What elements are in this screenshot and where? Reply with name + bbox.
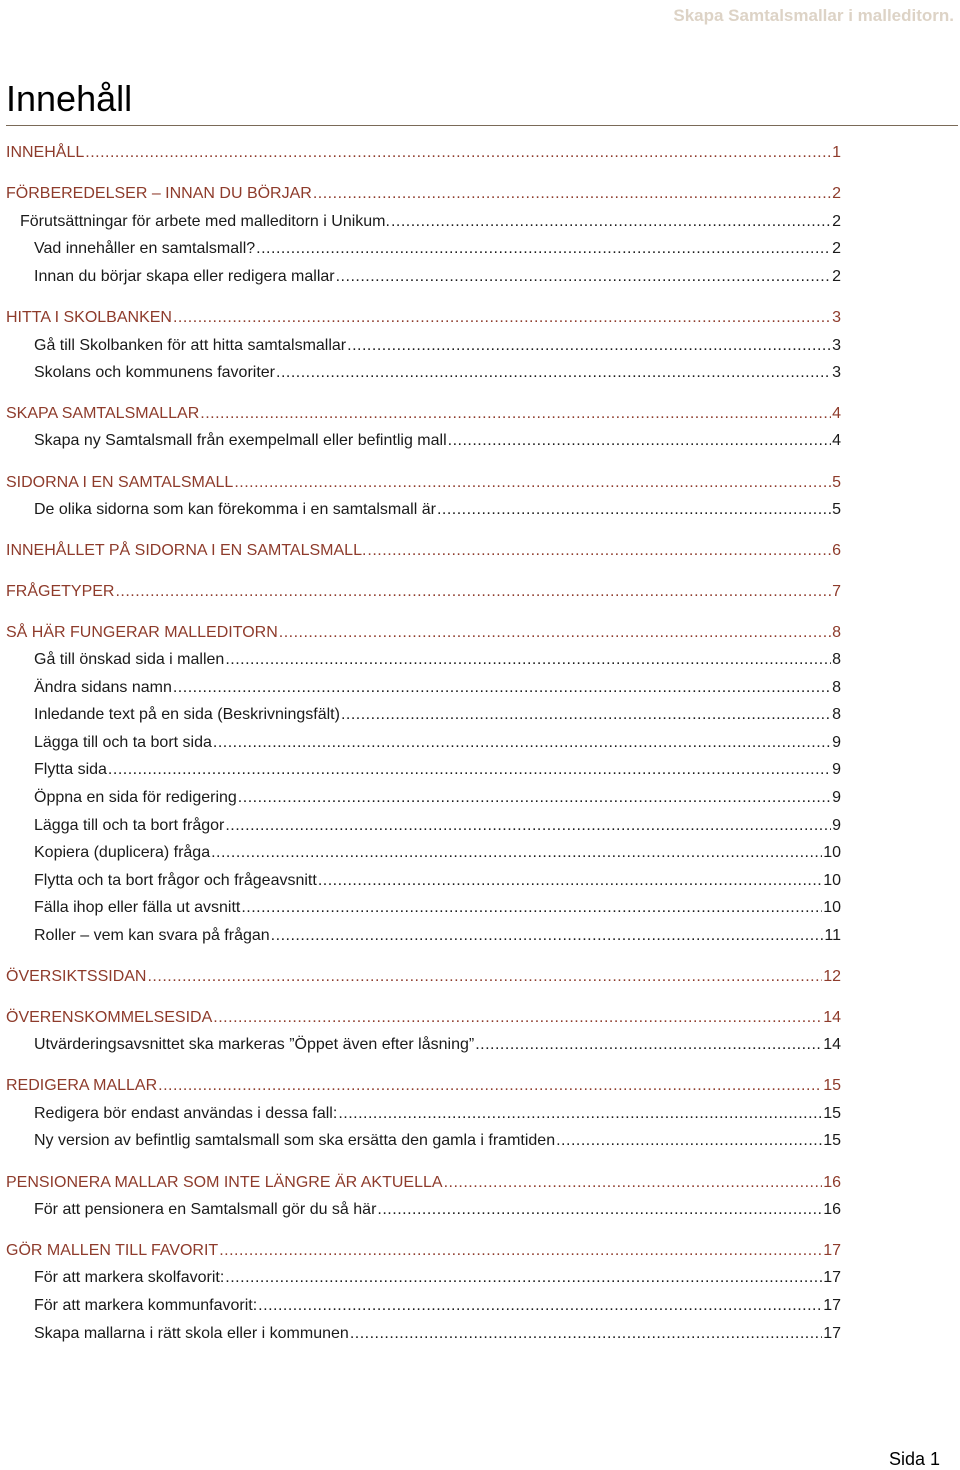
toc-entry-title: Flytta sida: [34, 761, 107, 778]
toc-dot-leader: [173, 679, 831, 697]
toc-entry-title: Roller – vem kan svara på frågan: [34, 927, 270, 944]
toc-entry-title: Kopiera (duplicera) fråga: [34, 844, 211, 861]
toc-entry-page: 3: [832, 364, 841, 381]
toc-entry-page: 10: [823, 899, 841, 916]
toc-entry-title: Flytta och ta bort frågor och frågeavsnitt: [34, 872, 317, 889]
running-header-title: Skapa Samtalsmallar i malleditorn.: [673, 6, 954, 25]
toc-entry-page: 2: [832, 240, 841, 257]
toc-entry[interactable]: [6, 968, 841, 986]
toc-dot-leader: [556, 1132, 822, 1150]
toc-entry-title: För att markera skolfavorit:: [34, 1269, 225, 1286]
toc-dot-leader: [318, 872, 822, 890]
page-title: Innehåll: [6, 78, 133, 119]
toc-entry-page: 9: [832, 734, 841, 751]
toc-entry-page: 9: [832, 817, 841, 834]
toc-entry[interactable]: [6, 1174, 841, 1192]
toc-entry-title: Innan du börjar skapa eller redigera mallar: [34, 268, 335, 285]
toc-dot-leader: [276, 364, 831, 382]
toc-entry-page: 4: [832, 405, 841, 422]
toc-dot-leader: [225, 817, 831, 835]
toc-entry-page: 10: [823, 844, 841, 861]
toc-entry-page: 9: [832, 789, 841, 806]
toc-entry-page: 5: [832, 474, 841, 491]
toc-entry[interactable]: [6, 144, 841, 162]
toc-entry-title: SIDORNA I EN SAMTALSMALL: [6, 474, 234, 491]
toc-dot-leader: [279, 624, 831, 642]
toc-entry[interactable]: [34, 1297, 841, 1315]
toc-entry[interactable]: [34, 1201, 841, 1219]
toc-entry-title: FRÅGETYPER: [6, 583, 115, 600]
toc-entry-page: 6: [832, 542, 841, 559]
toc-entry-title: Utvärderingsavsnittet ska markeras ”Öppet även efter låsning”: [34, 1036, 475, 1053]
toc-dot-leader: [238, 789, 831, 807]
toc-entry-title: Skolans och kommunens favoriter: [34, 364, 275, 381]
toc-entry-title: Gå till önskad sida i mallen: [34, 651, 225, 668]
toc-entry[interactable]: [6, 474, 841, 492]
toc-entry-title: Fälla ihop eller fälla ut avsnitt: [34, 899, 241, 916]
toc-entry[interactable]: [34, 927, 841, 945]
toc-entry-title: Lägga till och ta bort sida: [34, 734, 212, 751]
toc-entry[interactable]: [34, 789, 841, 807]
toc-dot-leader: [377, 1201, 822, 1219]
toc-entry[interactable]: [20, 213, 841, 231]
toc-entry-title: För att pensionera en Samtalsmall gör du så här: [34, 1201, 377, 1218]
toc-dot-leader: [225, 1269, 822, 1287]
toc-entry-page: 3: [832, 337, 841, 354]
toc-entry-page: 16: [823, 1174, 841, 1191]
toc-dot-leader: [147, 968, 822, 986]
toc-dot-leader: [108, 761, 831, 779]
toc-dot-leader: [350, 1325, 822, 1343]
toc-entry[interactable]: [34, 240, 841, 258]
toc-entry[interactable]: [6, 1009, 841, 1027]
toc-entry-page: 8: [832, 624, 841, 641]
toc-entry[interactable]: [34, 817, 841, 835]
toc-entry-page: 17: [823, 1242, 841, 1259]
toc-entry[interactable]: [34, 706, 841, 724]
toc-dot-leader: [437, 501, 831, 519]
toc-entry[interactable]: [34, 899, 841, 917]
toc-dot-leader: [258, 1297, 822, 1315]
toc-entry-title: GÖR MALLEN TILL FAVORIT: [6, 1242, 219, 1259]
toc-entry[interactable]: [34, 364, 841, 382]
toc-entry-title: Inledande text på en sida (Beskrivningsfält): [34, 706, 340, 723]
toc-entry-title: Ändra sidans namn: [34, 679, 172, 696]
toc-entry[interactable]: [34, 844, 841, 862]
toc-entry-title: För att markera kommunfavorit:: [34, 1297, 258, 1314]
toc-entry-title: ÖVERENSKOMMELSESIDA: [6, 1009, 213, 1026]
toc-dot-leader: [219, 1242, 822, 1260]
page-number-footer: Sida 1: [888, 1449, 940, 1469]
toc-entry[interactable]: [34, 872, 841, 890]
toc-entry-title: Ny version av befintlig samtalsmall som ska ersätta den gamla i framtiden: [34, 1132, 556, 1149]
toc-entry[interactable]: [34, 501, 841, 519]
toc-dot-leader: [336, 268, 831, 286]
toc-entry-title: De olika sidorna som kan förekomma i en samtalsmall är: [34, 501, 436, 518]
toc-entry-page: 10: [823, 872, 841, 889]
toc-entry[interactable]: [6, 1242, 841, 1260]
toc-entry[interactable]: [6, 1077, 841, 1095]
toc-entry-page: 17: [823, 1297, 841, 1314]
toc-entry[interactable]: [6, 542, 841, 560]
toc-entry[interactable]: [6, 624, 841, 642]
toc-entry-page: 7: [832, 583, 841, 600]
toc-entry-page: 8: [832, 679, 841, 696]
toc-entry-page: 9: [832, 761, 841, 778]
toc-entry-page: 15: [823, 1077, 841, 1094]
toc-dot-leader: [338, 1105, 822, 1123]
toc-entry-page: 1: [832, 144, 841, 161]
toc-entry-title: REDIGERA MALLAR: [6, 1077, 158, 1094]
toc-entry[interactable]: [34, 679, 841, 697]
toc-entry-page: 8: [832, 706, 841, 723]
toc-dot-leader: [391, 213, 831, 231]
toc-entry-page: 2: [832, 185, 841, 202]
toc-entry[interactable]: [6, 583, 841, 601]
toc-entry-page: 15: [823, 1105, 841, 1122]
toc-entry[interactable]: [34, 651, 841, 669]
toc-entry-page: 17: [823, 1269, 841, 1286]
toc-dot-leader: [158, 1077, 822, 1095]
toc-entry[interactable]: [34, 1325, 841, 1343]
toc-entry-page: 12: [823, 968, 841, 985]
toc-entry-title: Vad innehåller en samtalsmall?: [34, 240, 256, 257]
toc-dot-leader: [200, 405, 831, 423]
toc-entry-title: Lägga till och ta bort frågor: [34, 817, 225, 834]
toc-dot-leader: [448, 432, 831, 450]
toc-entry-title: SÅ HÄR FUNGERAR MALLEDITORN: [6, 624, 278, 641]
toc-entry[interactable]: [6, 185, 841, 203]
toc-entry[interactable]: [34, 761, 841, 779]
toc-entry-page: 3: [832, 309, 841, 326]
toc-entry[interactable]: [34, 1132, 841, 1150]
toc-dot-leader: [213, 1009, 822, 1027]
toc-entry-title: INNEHÅLL: [6, 144, 85, 161]
toc-entry[interactable]: [34, 432, 841, 450]
toc-entry-title: Skapa ny Samtalsmall från exempelmall eller befintlig mall: [34, 432, 447, 449]
toc-entry[interactable]: [34, 1036, 841, 1054]
toc-dot-leader: [173, 309, 831, 327]
toc-dot-leader: [241, 899, 822, 917]
toc-entry[interactable]: [34, 337, 841, 355]
toc-entry-title: Redigera bör endast användas i dessa fall:: [34, 1105, 338, 1122]
toc-entry-title: Gå till Skolbanken för att hitta samtalsmallar: [34, 337, 347, 354]
toc-dot-leader: [347, 337, 831, 355]
toc-entry[interactable]: [6, 309, 841, 327]
toc-dot-leader: [85, 144, 831, 162]
toc-entry-page: 14: [823, 1009, 841, 1026]
toc-dot-leader: [313, 185, 831, 203]
toc-dot-leader: [211, 844, 822, 862]
toc-entry-title: Skapa mallarna i rätt skola eller i kommunen: [34, 1325, 349, 1342]
toc-dot-leader: [234, 474, 831, 492]
toc-dot-leader: [444, 1174, 823, 1192]
toc-dot-leader: [341, 706, 831, 724]
toc-entry[interactable]: [6, 405, 841, 423]
toc-dot-leader: [115, 583, 831, 601]
toc-entry-page: 14: [823, 1036, 841, 1053]
toc-entry[interactable]: [34, 268, 841, 286]
toc-entry-title: SKAPA SAMTALSMALLAR: [6, 405, 200, 422]
toc-entry[interactable]: [34, 1269, 841, 1287]
toc-entry-page: 8: [832, 651, 841, 668]
toc-entry-page: 11: [824, 927, 841, 944]
toc-dot-leader: [367, 542, 831, 560]
toc-entry-page: 15: [823, 1132, 841, 1149]
toc-dot-leader: [225, 651, 831, 669]
toc-entry-page: 5: [832, 501, 841, 518]
toc-entry-page: 4: [832, 432, 841, 449]
toc-dot-leader: [213, 734, 831, 752]
toc-entry-title: Öppna en sida för redigering: [34, 789, 237, 806]
toc-entry-page: 16: [823, 1201, 841, 1218]
toc-entry-page: 2: [832, 268, 841, 285]
toc-entry-title: FÖRBEREDELSER – INNAN DU BÖRJAR: [6, 185, 312, 202]
toc-entry-page: 17: [823, 1325, 841, 1342]
toc-dot-leader: [256, 240, 831, 258]
toc-dot-leader: [475, 1036, 822, 1054]
toc-entry-title: Förutsättningar för arbete med malleditorn i Unikum.: [20, 213, 390, 230]
toc-entry-title: INNEHÅLLET PÅ SIDORNA I EN SAMTALSMALL.: [6, 542, 367, 559]
toc-entry[interactable]: [34, 1105, 841, 1123]
toc-entry-title: PENSIONERA MALLAR SOM INTE LÄNGRE ÄR AKTUELLA: [6, 1174, 443, 1191]
toc-entry-page: 2: [832, 213, 841, 230]
toc-entry-title: ÖVERSIKTSSIDAN: [6, 968, 147, 985]
toc-dot-leader: [271, 927, 824, 945]
toc-entry[interactable]: [34, 734, 841, 752]
toc-entry-title: HITTA I SKOLBANKEN: [6, 309, 172, 326]
